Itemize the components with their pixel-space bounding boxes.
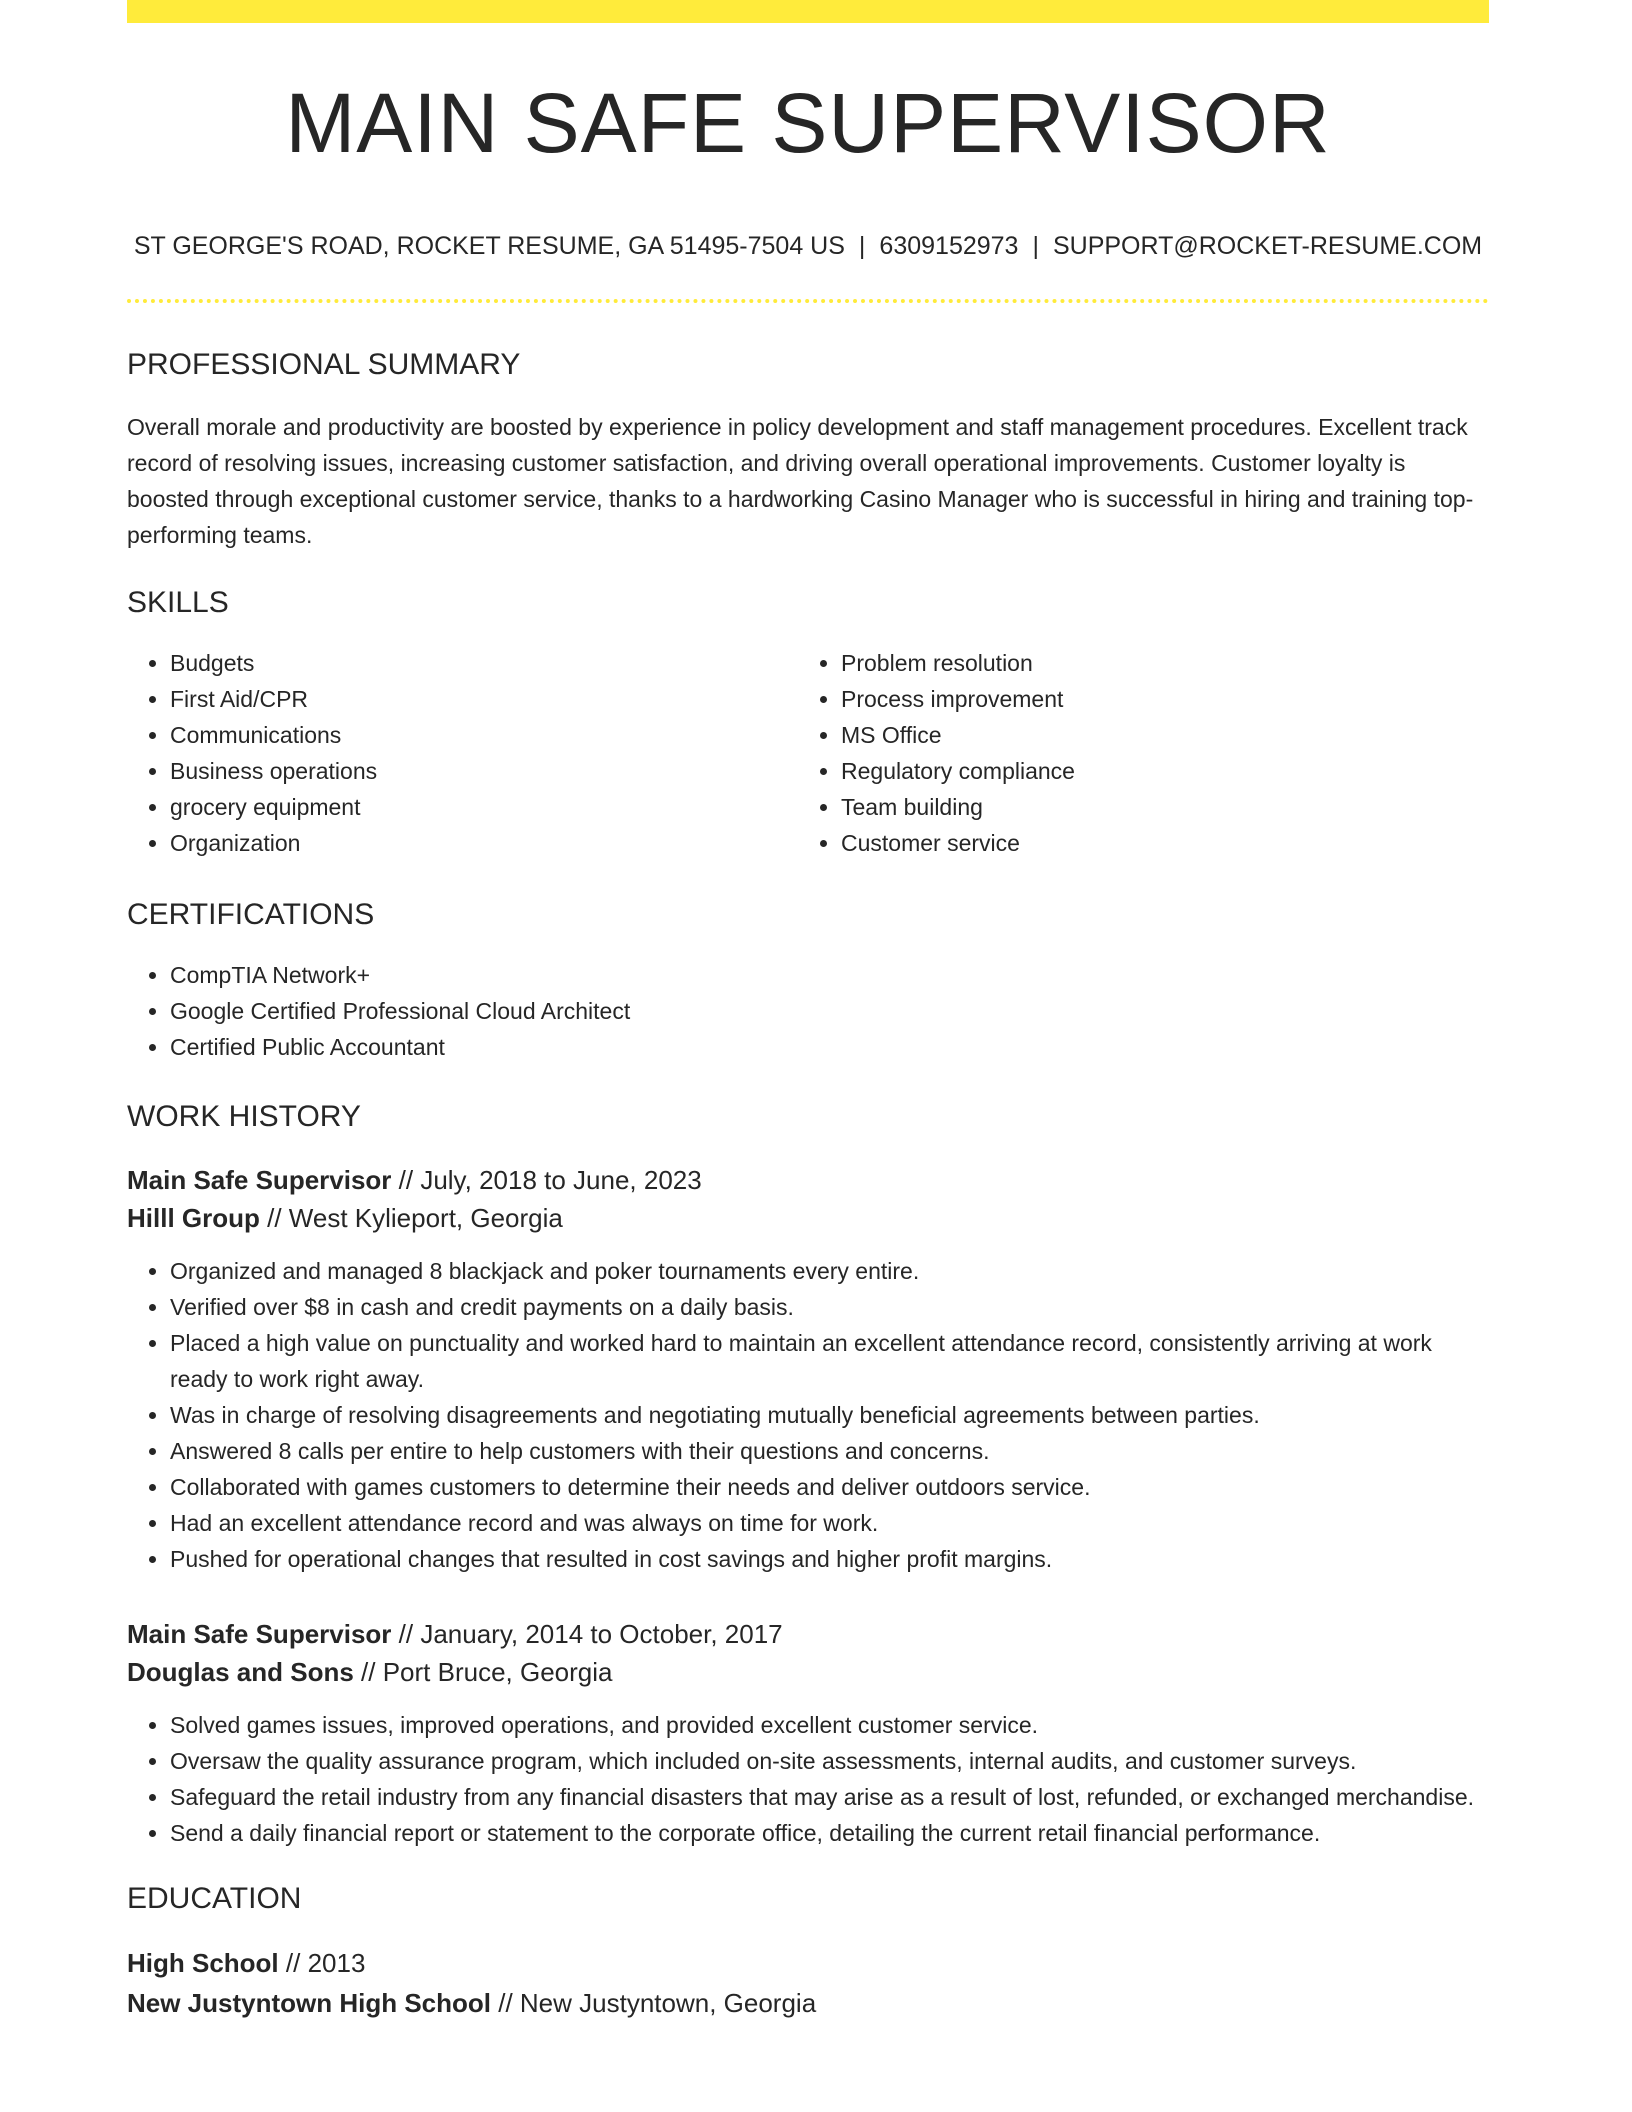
job-bullet: • Collaborated with games customers to determine their needs and deliver outdoors service.: [170, 1469, 1489, 1505]
skill-item: • Regulatory compliance: [841, 753, 1469, 789]
job-bullet: • Verified over $8 in cash and credit payments on a daily basis.: [170, 1289, 1489, 1325]
job-bullets: [127, 1253, 1489, 1577]
skill-item: • Communications: [170, 717, 798, 753]
education-school: New Justyntown High School: [127, 1988, 492, 2018]
education-degree: High School: [127, 1948, 279, 1978]
education-location: // New Justyntown, Georgia: [491, 1988, 817, 2018]
certifications-list: [127, 957, 1489, 1065]
candidate-name: MAIN SAFE SUPERVISOR: [285, 76, 1331, 170]
job-bullet: • Answered 8 calls per entire to help customers with their questions and concerns.: [170, 1433, 1489, 1469]
skill-item: • Budgets: [170, 645, 798, 681]
job-company: Hilll Group: [127, 1203, 260, 1233]
skill-item: • Customer service: [841, 825, 1469, 861]
job-header: [127, 1615, 1489, 1691]
job-dates: // January, 2014 to October, 2017: [391, 1619, 783, 1649]
education-year: // 2013: [278, 1948, 366, 1978]
skill-item: • MS Office: [841, 717, 1469, 753]
job-bullet: • Organized and managed 8 blackjack and poker tournaments every entire.: [170, 1253, 1489, 1289]
job-dates: // July, 2018 to June, 2023: [391, 1165, 702, 1195]
job-entry: [127, 1615, 1489, 1851]
education-entry: [127, 1943, 1489, 2023]
contact-line: [127, 231, 1489, 261]
skill-item: • Business operations: [170, 753, 798, 789]
skills-list-left: [127, 645, 798, 861]
header-divider: [127, 299, 1489, 303]
contact-separator: |: [1032, 232, 1039, 260]
job-header: [127, 1161, 1489, 1237]
skill-item: • First Aid/CPR: [170, 681, 798, 717]
job-role: Main Safe Supervisor: [127, 1619, 392, 1649]
certification-item: • CompTIA Network+: [170, 957, 1489, 993]
job-location: // West Kylieport, Georgia: [259, 1203, 563, 1233]
work-history-heading: WORK HISTORY: [127, 1100, 361, 1133]
job-bullet: • Send a daily financial report or statement to the corporate office, detailing the current retail financial performance.: [170, 1815, 1489, 1851]
skill-item: • Process improvement: [841, 681, 1469, 717]
skill-item: • Problem resolution: [841, 645, 1469, 681]
job-bullet: • Oversaw the quality assurance program, which included on-site assessments, internal audits, and customer surveys.: [170, 1743, 1489, 1779]
resume-page: [127, 0, 1489, 2023]
certification-item: • Certified Public Accountant: [170, 1029, 1489, 1065]
job-role: Main Safe Supervisor: [127, 1165, 392, 1195]
education-heading: EDUCATION: [127, 1882, 302, 1915]
job-location: // Port Bruce, Georgia: [353, 1657, 613, 1687]
job-bullet: • Safeguard the retail industry from any financial disasters that may arise as a result of lost, refunded, or exchanged merchandise.: [170, 1779, 1489, 1815]
accent-top-bar: [127, 0, 1489, 23]
contact-address: ST GEORGE'S ROAD, ROCKET RESUME, GA 51495-7504 US: [133, 232, 845, 260]
certifications-heading: CERTIFICATIONS: [127, 898, 375, 931]
job-bullet: • Placed a high value on punctuality and worked hard to maintain an excellent attendance record, consistently arriving at work ready to work right away.: [170, 1325, 1489, 1397]
job-bullet: • Had an excellent attendance record and was always on time for work.: [170, 1505, 1489, 1541]
skill-item: • Team building: [841, 789, 1469, 825]
skills-heading: SKILLS: [127, 586, 229, 619]
contact-separator: |: [858, 232, 866, 260]
certification-item: • Google Certified Professional Cloud Architect: [170, 993, 1489, 1029]
job-bullets: [127, 1707, 1489, 1851]
skill-item: • grocery equipment: [170, 789, 798, 825]
job-bullet: • Pushed for operational changes that resulted in cost savings and higher profit margins.: [170, 1541, 1489, 1577]
job-company: Douglas and Sons: [127, 1657, 354, 1687]
skill-item: • Organization: [170, 825, 798, 861]
job-bullet: • Was in charge of resolving disagreements and negotiating mutually beneficial agreements between parties.: [170, 1397, 1489, 1433]
contact-email: SUPPORT@ROCKET-RESUME.COM: [1052, 232, 1483, 260]
contact-phone: 6309152973: [879, 232, 1019, 260]
summary-heading: PROFESSIONAL SUMMARY: [127, 348, 521, 381]
skills-list-right: [798, 645, 1469, 861]
job-entry: [127, 1161, 1489, 1577]
job-bullet: • Solved games issues, improved operations, and provided excellent customer service.: [170, 1707, 1489, 1743]
summary-text: Overall morale and productivity are boosted by experience in policy development and staff management procedures. Excellent track record of resolving issues, increasing customer satisfaction, and driving overall operational improvements. Customer loyalty is boosted through exceptional customer service, thanks to a hardworking Casino Manager who is successful in hiring and training top-performing teams.: [127, 414, 1474, 548]
skills-grid: [127, 645, 1489, 861]
